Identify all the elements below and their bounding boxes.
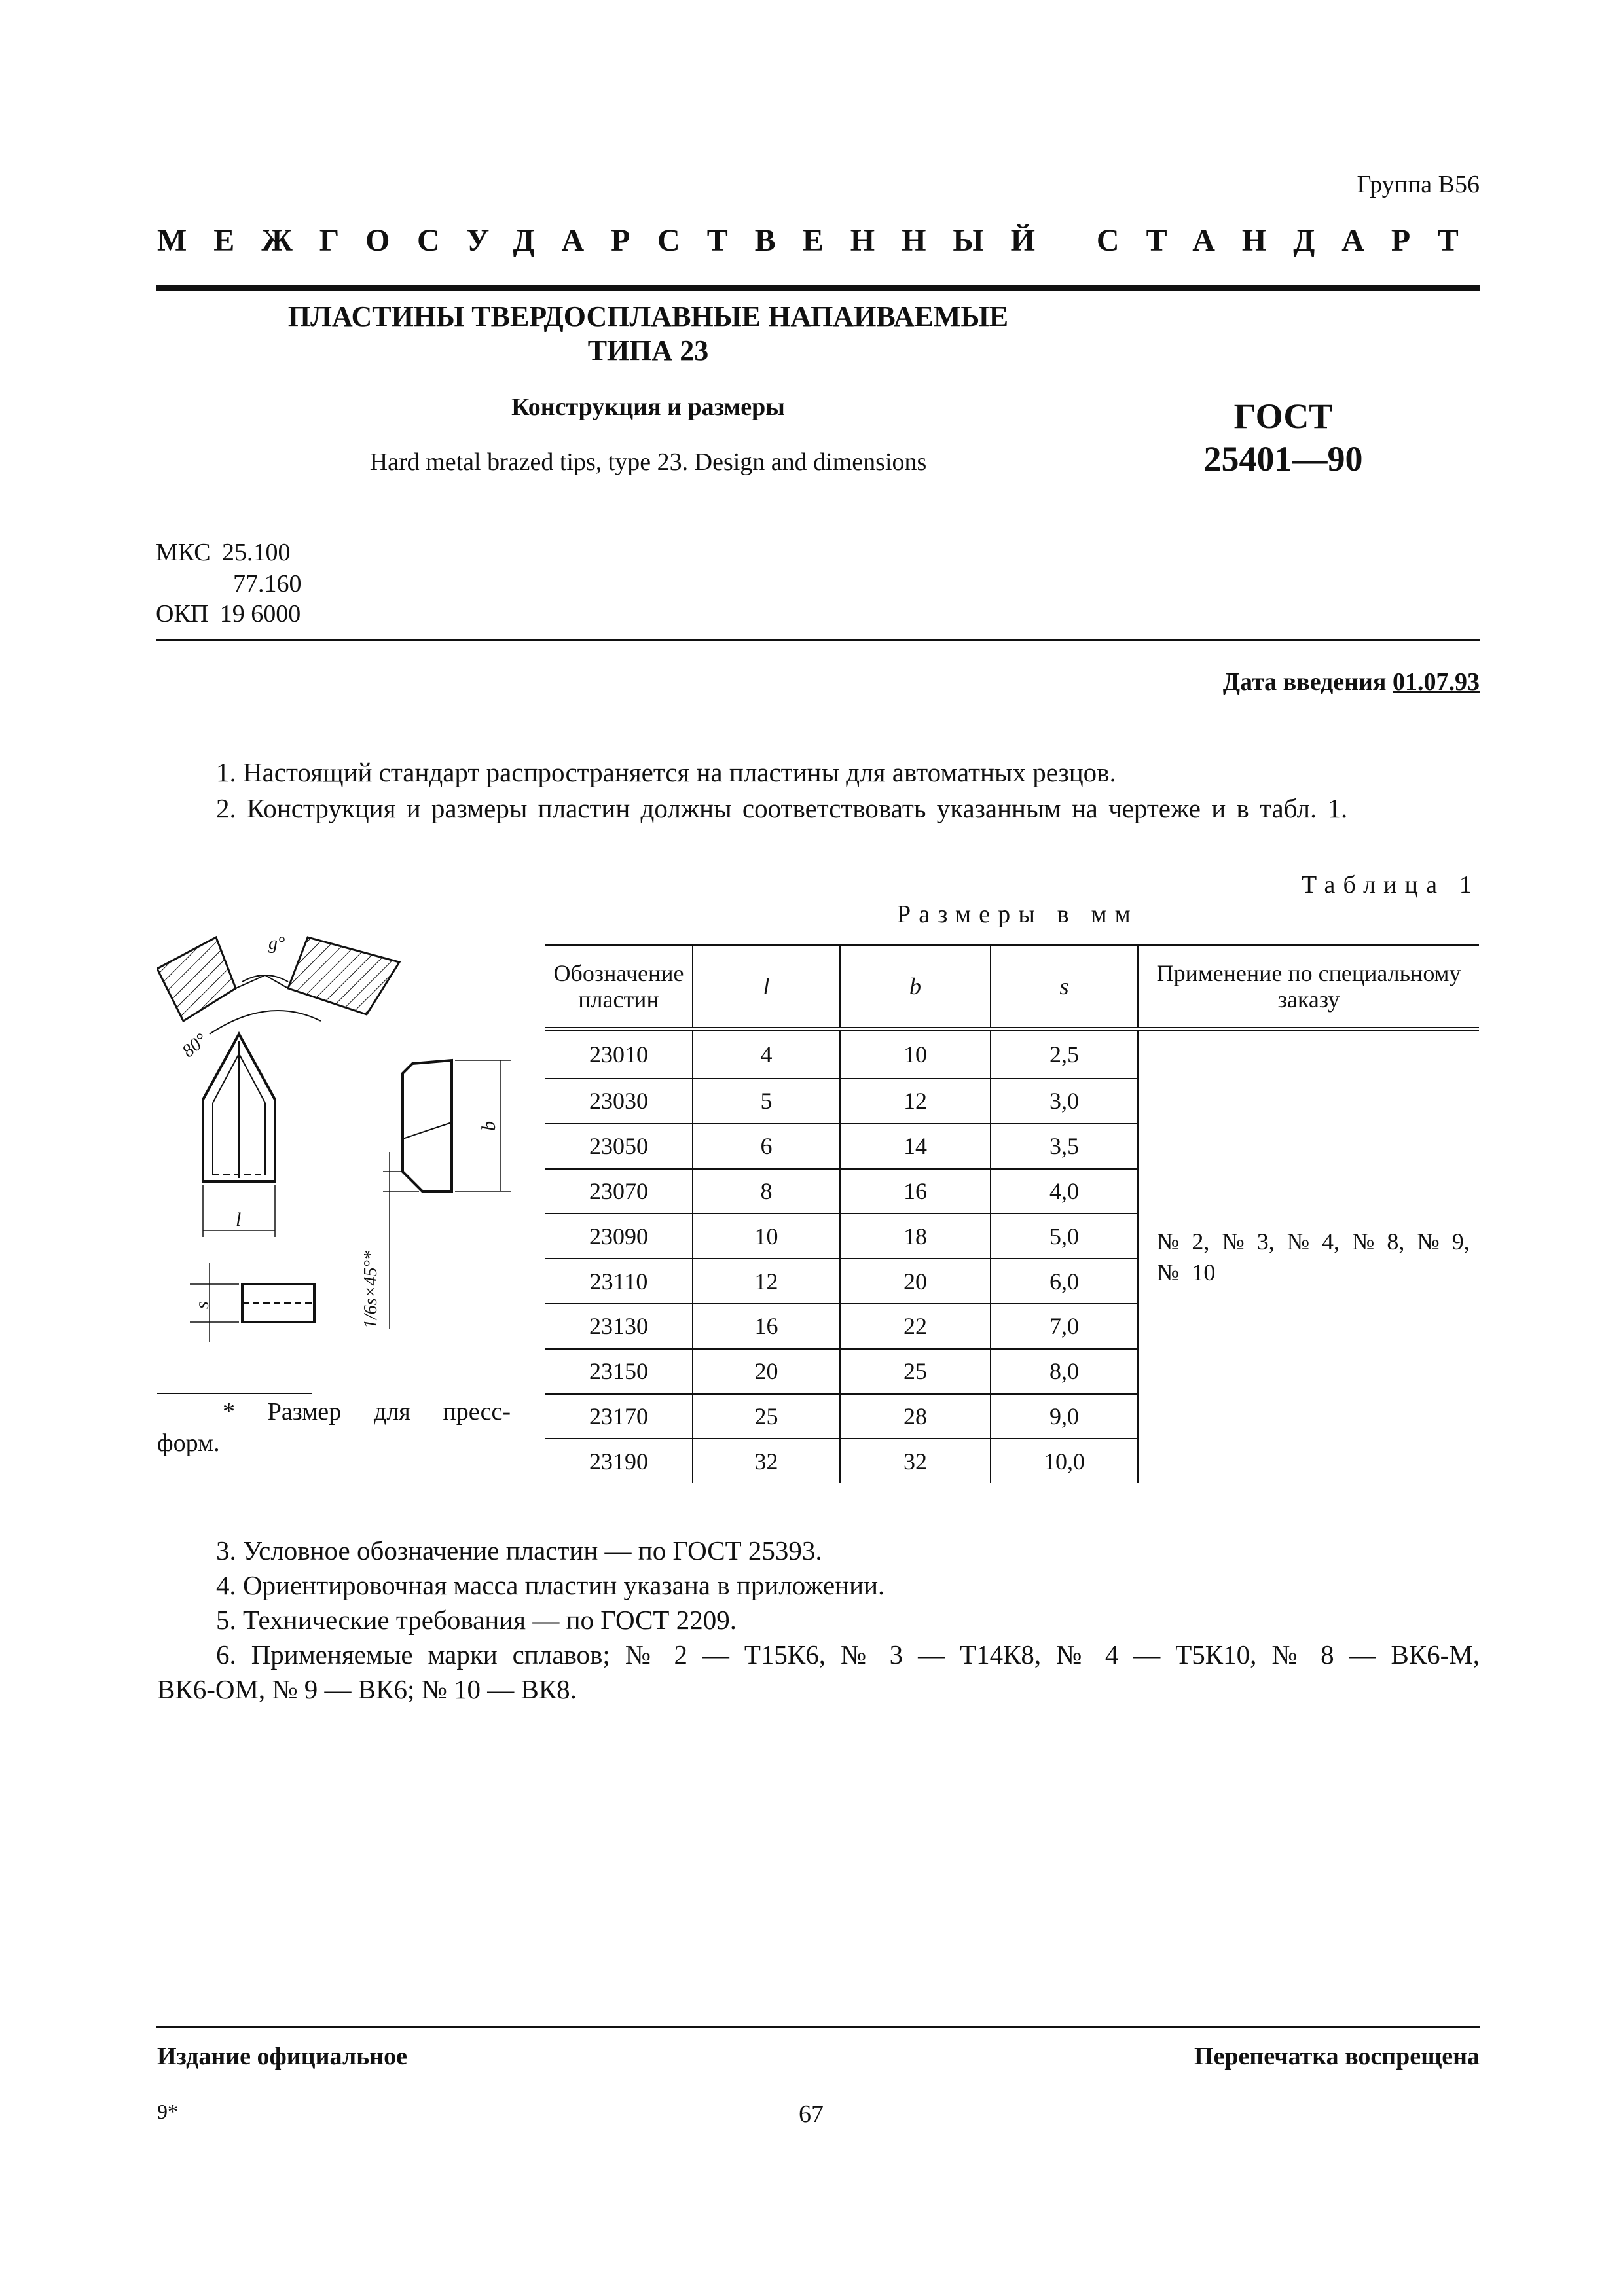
group-label: Группа В56 [1357,171,1480,198]
left-jaw-hatched [157,937,236,1021]
gost-label: ГОСТ [1233,397,1333,436]
paragraph-5: 5. Технические требования — по ГОСТ 2209. [216,1605,737,1635]
cell-s: 4,0 [991,1169,1138,1214]
cell-s: 3,0 [991,1079,1138,1124]
introduction-date-label: Дата введения [1222,668,1387,696]
paragraph-1: 1. Настоящий стандарт распространяется на пластины для автоматных резцов. [216,757,1116,787]
official-edition-label: Издание официальное [157,2043,408,2070]
header-b: b [840,945,991,1030]
cell-s: 6,0 [991,1259,1138,1304]
cell-designation: 23090 [545,1213,693,1259]
interstate-standard-heading: МЕЖГОСУДАРСТВЕННЫЙ СТАНДАРТ [157,223,1486,258]
angle-arc-top [242,975,288,982]
cell-s: 5,0 [991,1213,1138,1259]
tip-side-view [403,1060,452,1191]
cell-b: 25 [840,1349,991,1394]
cell-l: 12 [693,1259,840,1304]
cell-b: 12 [840,1079,991,1124]
dimensions-table [545,944,1479,1483]
document-subtitle: Конструкция и размеры [511,393,785,421]
paragraph-2: 2. Конструкция и размеры пластин должны соответствовать указанным на чертеже и в табл. 1. [216,793,1348,823]
table-row [545,1029,1479,1079]
paragraph-3: 3. Условное обозначение пластин — по ГОСТ 25393. [216,1535,822,1566]
right-jaw-hatched [288,937,399,1014]
cell-b: 10 [840,1029,991,1079]
gost-number: 25401—90 [1203,439,1363,478]
cell-designation: 23190 [545,1439,693,1483]
introduction-date-value: 01.07.93 [1393,668,1480,696]
cell-s: 3,5 [991,1124,1138,1169]
cell-b: 18 [840,1213,991,1259]
cell-b: 16 [840,1169,991,1214]
cell-l: 32 [693,1439,840,1483]
cell-designation: 23030 [545,1079,693,1124]
table-label: Таблица 1 [1302,871,1480,899]
mks-code-2: 77.160 [233,570,302,598]
paragraph-6-line1: 6. Применяемые марки сплавов; № 2 — Т15К6, № 3 — Т14К8, № 4 — Т5К10, № 8 — ВК6-М, [216,1640,1480,1670]
cell-apply: № 2, № 3, № 4, № 8, № 9, № 10 [1138,1029,1479,1483]
footnote-line1: * Размер для пресс- [223,1398,511,1426]
dim-b-label: b [478,1121,500,1131]
table-header-row [545,945,1479,1030]
table-dimensions-note: Размеры в мм [897,901,1139,928]
cell-s: 10,0 [991,1439,1138,1483]
cell-b: 20 [840,1259,991,1304]
cell-l: 16 [693,1304,840,1349]
cell-s: 7,0 [991,1304,1138,1349]
cell-designation: 23010 [589,1041,648,1067]
cell-designation: 23110 [545,1259,693,1304]
page-number: 67 [799,2100,824,2128]
paragraph-4: 4. Ориентировочная масса пластин указана в приложении. [216,1570,885,1600]
cell-l: 5 [693,1079,840,1124]
cell-designation: 23150 [545,1349,693,1394]
cell-l: 20 [693,1349,840,1394]
document-title-line1: ПЛАСТИНЫ ТВЕРДОСПЛАВНЫЕ НАПАИВАЕМЫЕ [287,300,1009,332]
cell-b: 28 [840,1394,991,1439]
chamfer-label: 1/6s×45°* [361,1251,381,1329]
angle-arc-80 [210,1011,321,1034]
cell-designation: 23050 [545,1124,693,1169]
header-designation: Обозначение пластин [545,945,693,1030]
footer-rule [156,2026,1480,2028]
cell-designation: 23130 [545,1304,693,1349]
paragraph-6-line2: ВК6-ОМ, № 9 — ВК6; № 10 — ВК8. [157,1674,577,1704]
tip-drawing [157,923,524,1381]
mks-label: МКС [156,539,211,566]
header-s: s [991,945,1138,1030]
cell-s: 8,0 [991,1349,1138,1394]
cell-s: 2,5 [991,1029,1138,1079]
cell-s: 9,0 [991,1394,1138,1439]
introduction-date [1223,668,1480,696]
cell-designation: 23070 [545,1169,693,1214]
dim-l-label: l [236,1209,242,1230]
top-rule [156,285,1480,291]
footnote-line2: форм. [157,1429,220,1457]
dim-s-label: s [191,1301,213,1309]
reprint-prohibited-label: Перепечатка воспрещена [1194,2043,1480,2070]
document-title-line2: ТИПА 23 [587,334,709,367]
cell-b: 14 [840,1124,991,1169]
mid-rule [156,639,1480,641]
sheet-mark: 9* [157,2100,178,2123]
mks-code-row [156,538,291,567]
cell-l: 8 [693,1169,840,1214]
cell-b: 32 [840,1439,991,1483]
okp-code: 19 6000 [219,600,301,628]
cell-designation: 23170 [545,1394,693,1439]
footnote-rule [157,1393,312,1394]
header-apply: Применение по специальному заказу [1138,945,1479,1030]
english-title: Hard metal brazed tips, type 23. Design and dimensions [369,448,927,476]
cell-l: 4 [693,1029,840,1079]
cell-l: 6 [693,1124,840,1169]
angle-80-label: 80° [178,1030,211,1062]
okp-code-row [156,600,301,628]
mks-code-1: 25.100 [222,539,291,566]
okp-label: ОКП [156,600,209,628]
cell-l: 10 [693,1213,840,1259]
cell-b: 22 [840,1304,991,1349]
header-l: l [693,945,840,1030]
angle-top-label: g° [268,933,285,954]
cell-l: 25 [693,1394,840,1439]
